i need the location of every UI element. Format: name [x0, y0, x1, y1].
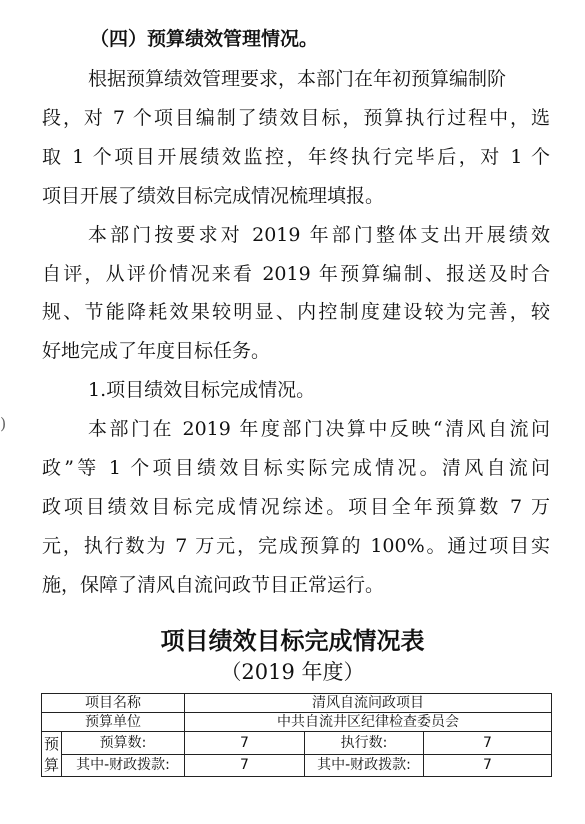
executed-label: 执行数:: [305, 732, 424, 755]
paragraph-3-line-2: 政”等 1 个项目绩效目标实际完成情况。清风自流问: [42, 457, 550, 479]
fiscal-executed-value: 7: [424, 754, 552, 777]
fiscal-executed-label: 其中-财政拨款:: [305, 754, 424, 777]
executed-value: 7: [424, 732, 552, 755]
fiscal-budget-value: 7: [185, 754, 305, 777]
paragraph-2-line-3: 规、节能降耗效果较明显、内控制度建设较为完善，较: [42, 301, 550, 323]
budget-unit-value: 中共自流井区纪律检查委员会: [185, 713, 552, 732]
paragraph-3-line-5: 施，保障了清风自流问政节目正常运行。: [42, 574, 385, 596]
performance-table: [41, 693, 552, 777]
table-subtitle: （2019 年度）: [220, 660, 365, 684]
paragraph-3-line-3: 政项目绩效目标完成情况综述。项目全年预算数 7 万: [42, 496, 550, 518]
project-name-value: 清风自流问政项目: [185, 694, 552, 713]
paragraph-3-line-1: 本部门在 2019 年度部门决算中反映“清风自流问: [88, 418, 550, 440]
margin-mark: ): [0, 414, 7, 433]
fiscal-budget-label: 其中-财政拨款:: [62, 754, 185, 777]
budget-amount-value: 7: [185, 732, 305, 755]
project-name-label: 项目名称: [42, 694, 185, 713]
budget-group-label: 预算: [42, 732, 62, 777]
table-row: [42, 713, 552, 732]
paragraph-1-line-1: 根据预算绩效管理要求，本部门在年初预算编制阶: [88, 68, 507, 90]
paragraph-1-line-3: 取 1 个项目开展绩效监控，年终执行完毕后，对 1 个: [42, 146, 550, 168]
table-row: [42, 732, 552, 755]
paragraph-2-line-2: 自评，从评价情况来看 2019 年预算编制、报送及时合: [42, 263, 550, 285]
budget-unit-label: 预算单位: [42, 713, 185, 732]
paragraph-1-line-4: 项目开展了绩效目标完成情况梳理填报。: [42, 185, 385, 207]
section-heading: （四）预算绩效管理情况。: [90, 28, 319, 50]
table-title: 项目绩效目标完成情况表: [160, 626, 425, 655]
paragraph-1-line-2: 段，对 7 个项目编制了绩效目标，预算执行过程中，选: [42, 107, 550, 129]
subheading: 1.项目绩效目标完成情况。: [88, 379, 316, 401]
table-row: [42, 754, 552, 777]
paragraph-3-line-4: 元，执行数为 7 万元，完成预算的 100%。通过项目实: [42, 535, 550, 557]
budget-amount-label: 预算数:: [62, 732, 185, 755]
paragraph-2-line-4: 好地完成了年度目标任务。: [42, 340, 271, 362]
paragraph-2-line-1: 本部门按要求对 2019 年部门整体支出开展绩效: [88, 224, 550, 246]
table-row: [42, 694, 552, 713]
